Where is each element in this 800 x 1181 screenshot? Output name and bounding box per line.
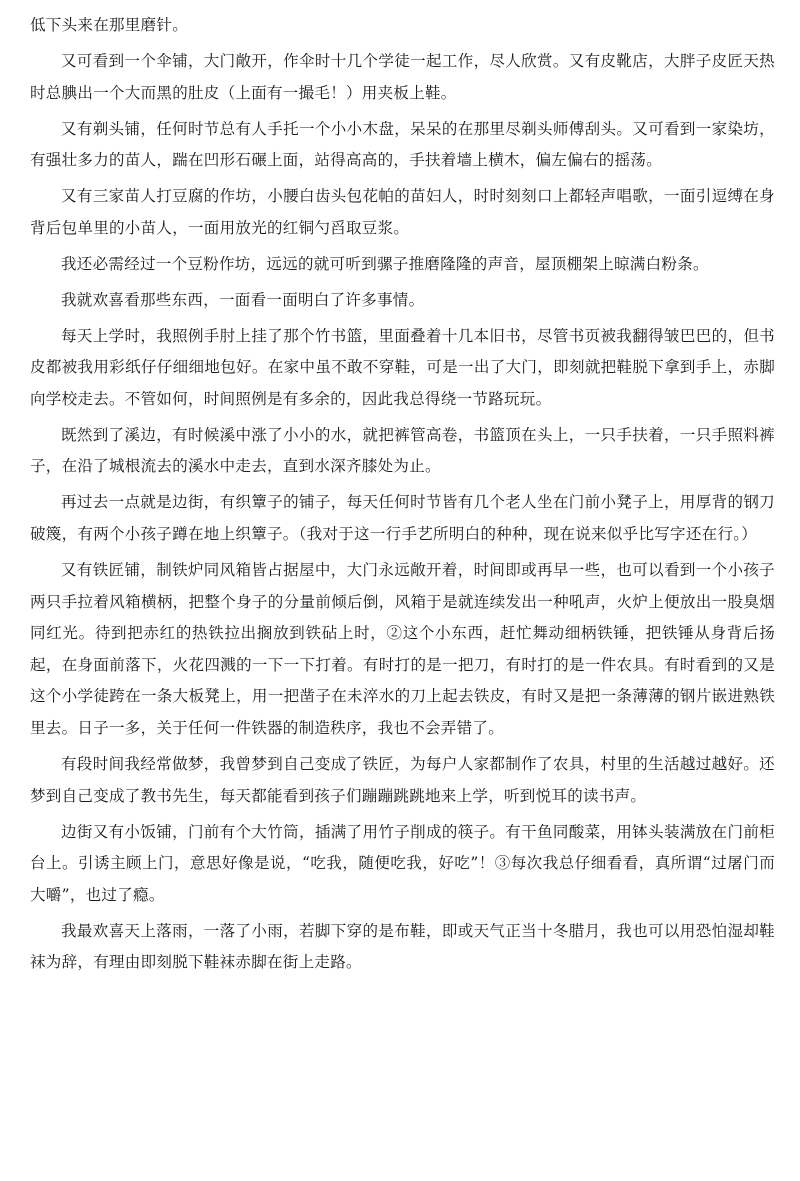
paragraph-blacksmith: 又有铁匠铺，制铁炉同风箱皆占据屋中，大门永远敞开着，时间即或再早一些，也可以看到一个小孩子两只手拉着风箱横柄，把整个身子的分量前倾后倒，风箱于是就连续发出一种吼声，火炉上便放出一股臭烟同红光。待到把赤红的热铁拉出搁放到铁砧上时，②这个小东西，赶忙舞动细柄铁锤，把铁锤从身背后扬起，在身面前落下，火花四溅的一下一下打着。有时打的是一把刀，有时打的是一件农具。有时看到的又是这个小学徒跨在一条大板凳上，用一把凿子在未淬水的刀上起去铁皮，有时又是把一条薄薄的钢片嵌进熟铁里去。日子一多，关于任何一件铁器的制造秩序，我也不会弄错了。 (30, 561, 775, 737)
paragraph-small-eatery: 边街又有小饭铺，门前有个大竹筒，插满了用竹子削成的筷子。有干鱼同酸菜，用钵头装满放在门前柜台上。引诱主顾上门，意思好像是说，“吃我，随便吃我，好吃”！③每次我总仔细看看，真所谓“过屠门而大嚼”，也过了瘾。 (30, 822, 775, 904)
paragraph-dreams: 有段时间我经常做梦，我曾梦到自己变成了铁匠，为每户人家都制作了农具，村里的生活越过越好。还梦到自己变成了教书先生，每天都能看到孩子们蹦蹦跳跳地来上学，听到悦耳的读书声。 (30, 754, 775, 805)
paragraph-umbrella-shop: 又可看到一个伞铺，大门敞开，作伞时十几个学徒一起工作，尽人欣赏。又有皮靴店，大胖子皮匠天热时总腆出一个大而黑的肚皮（上面有一撮毛！）用夹板上鞋。 (30, 51, 775, 102)
paragraph-bean-flour-workshop: 我还必需经过一个豆粉作坊，远远的就可听到骡子推磨隆隆的声音，屋顶棚架上晾满白粉条。 (61, 254, 709, 273)
paragraph-going-to-school: 每天上学时，我照例手肘上挂了那个竹书篮，里面叠着十几本旧书，尽管书页被我翻得皱巴巴的，但书皮都被我用彩纸仔仔细细地包好。在家中虽不敢不穿鞋，可是一出了大门，即刻就把鞋脱下拿到手上，赤脚向学校走去。不管如何，时间照例是有多余的，因此我总得绕一节路玩玩。 (30, 326, 775, 408)
paragraph-barber-dye-shop: 又有剃头铺，任何时节总有人手托一个小小木盘，呆呆的在那里尽剃头师傅刮头。又可看到一家染坊，有强壮多力的苗人，踹在凹形石碾上面，站得高高的，手扶着墙上横木，偏左偏右的摇荡。 (30, 119, 775, 170)
paragraph-tofu-workshop: 又有三家苗人打豆腐的作坊，小腰白齿头包花帕的苗妇人，时时刻刻口上都轻声唱歌，一面引逗缚在身背后包单里的小苗人，一面用放光的红铜勺舀取豆浆。 (30, 187, 775, 237)
document-body (30, 10, 775, 983)
paragraph-learning: 我就欢喜看那些东西，一面看一面明白了许多事情。 (61, 290, 425, 309)
paragraph-mat-weaving: 再过去一点就是边街，有织簟子的铺子，每天任何时节皆有几个老人坐在门前小凳子上，用厚背的钢刀破篾，有两个小孩子蹲在地上织簟子。（我对于这一行手艺所明白的种种，现在说来似乎比写字还在行。） (30, 493, 775, 544)
paragraph-rain: 我最欢喜天上落雨，一落了小雨，若脚下穿的是布鞋，即或天气正当十冬腊月，我也可以用恐怕湿却鞋袜为辞，有理由即刻脱下鞋袜赤脚在街上走路。 (30, 921, 775, 972)
paragraph-continuation: 低下头来在那里磨针。 (30, 16, 189, 34)
paragraph-creek: 既然到了溪边，有时候溪中涨了小小的水，就把裤管高卷，书篮顶在头上，一只手扶着，一只手照料裤子，在沿了城根流去的溪水中走去，直到水深齐膝处为止。 (30, 425, 775, 476)
